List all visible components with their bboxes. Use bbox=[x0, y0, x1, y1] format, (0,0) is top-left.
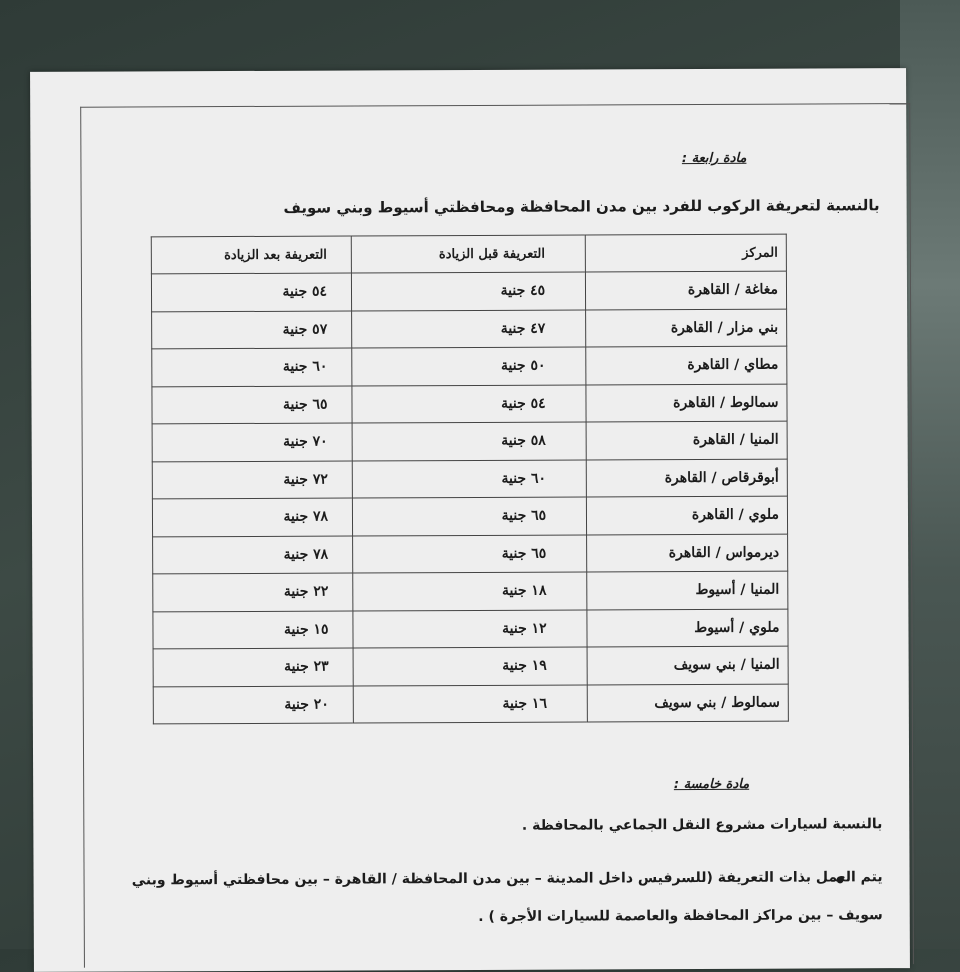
route-cell: ديرمواس / القاهرة bbox=[587, 534, 788, 572]
fare-before-cell: ٦٥ جنية bbox=[352, 497, 586, 536]
route-cell: المنيا / بني سويف bbox=[587, 646, 788, 684]
table-row bbox=[152, 496, 787, 536]
section4-title: مادة رابعة : bbox=[681, 150, 747, 167]
section5-intro: بالنسبة لسيارات مشروع النقل الجماعي بالمحافظة . bbox=[521, 816, 883, 834]
route-cell: سمالوط / القاهرة bbox=[586, 384, 787, 422]
fare-table bbox=[151, 234, 789, 725]
table-row bbox=[153, 534, 788, 574]
table-row bbox=[152, 309, 787, 349]
fare-after-cell: ٧٢ جنية bbox=[152, 461, 352, 499]
fare-after-cell: ٢٢ جنية bbox=[153, 573, 353, 611]
fare-before-cell: ٦٥ جنية bbox=[353, 534, 587, 573]
route-cell: بني مزار / القاهرة bbox=[586, 309, 787, 347]
table-row bbox=[152, 384, 787, 424]
fare-before-cell: ٤٥ جنية bbox=[351, 272, 585, 311]
route-cell: أبوقرقاص / القاهرة bbox=[586, 459, 787, 497]
fare-before-cell: ١٩ جنية bbox=[353, 647, 587, 686]
fare-before-cell: ١٢ جنية bbox=[353, 609, 587, 648]
fare-after-cell: ٧٨ جنية bbox=[152, 498, 352, 536]
table-row bbox=[153, 609, 788, 649]
fare-after-cell: ٦٠ جنية bbox=[152, 348, 352, 386]
section4-intro: بالنسبة لتعريفة الركوب للفرد بين مدن المحافظة ومحافظتي أسيوط وبني سويف bbox=[283, 196, 880, 217]
route-cell: سمالوط / بني سويف bbox=[587, 684, 788, 722]
fare-after-cell: ٥٧ جنية bbox=[152, 311, 352, 349]
fare-after-cell: ٦٥ جنية bbox=[152, 386, 352, 424]
table-row bbox=[152, 346, 787, 386]
fare-after-cell: ٢٣ جنية bbox=[153, 648, 353, 686]
route-cell: مطاي / القاهرة bbox=[586, 346, 787, 384]
table-row bbox=[151, 271, 786, 311]
route-cell: ملوي / أسيوط bbox=[587, 609, 788, 647]
table-row bbox=[153, 684, 788, 724]
fare-before-cell: ١٨ جنية bbox=[353, 572, 587, 611]
fare-before-cell: ٥٠ جنية bbox=[352, 347, 586, 386]
fare-after-cell: ١٥ جنية bbox=[153, 611, 353, 649]
fare-before-cell: ١٦ جنية bbox=[353, 684, 587, 723]
fare-before-cell: ٥٤ جنية bbox=[352, 384, 586, 423]
fare-after-cell: ٧٠ جنية bbox=[152, 423, 352, 461]
table-header-cell: التعريفة بعد الزيادة bbox=[151, 236, 351, 274]
route-cell: المنيا / القاهرة bbox=[586, 421, 787, 459]
fare-before-cell: ٥٨ جنية bbox=[352, 422, 586, 461]
fare-after-cell: ٥٤ جنية bbox=[151, 273, 351, 311]
route-cell: المنيا / أسيوط bbox=[587, 571, 788, 609]
section5-title: مادة خامسة : bbox=[673, 776, 750, 793]
route-cell: مغاغة / القاهرة bbox=[586, 271, 787, 309]
table-header-cell: المركز bbox=[585, 234, 786, 272]
fare-before-cell: ٦٠ جنية bbox=[352, 459, 586, 498]
table-row bbox=[152, 421, 787, 461]
fare-after-cell: ٧٨ جنية bbox=[153, 536, 353, 574]
table-row bbox=[153, 646, 788, 686]
table-header-row bbox=[151, 234, 786, 274]
fare-after-cell: ٢٠ جنية bbox=[153, 686, 353, 724]
section5-bullet: يتم العمل بذات التعريفة (للسرفيس داخل المدينة – بين مدن المحافظة / القاهرة – بين محافظتي أسيوط وبني سويف – بين مراكز المحافظة والعاصمة للسيارات الأجرة ) . bbox=[131, 869, 883, 925]
paper-sheet bbox=[30, 68, 910, 972]
table-row bbox=[153, 571, 788, 611]
route-cell: ملوي / القاهرة bbox=[587, 496, 788, 534]
table-row bbox=[152, 459, 787, 499]
table-header-cell: التعريفة قبل الزيادة bbox=[351, 235, 585, 273]
fare-before-cell: ٤٧ جنية bbox=[352, 309, 586, 348]
